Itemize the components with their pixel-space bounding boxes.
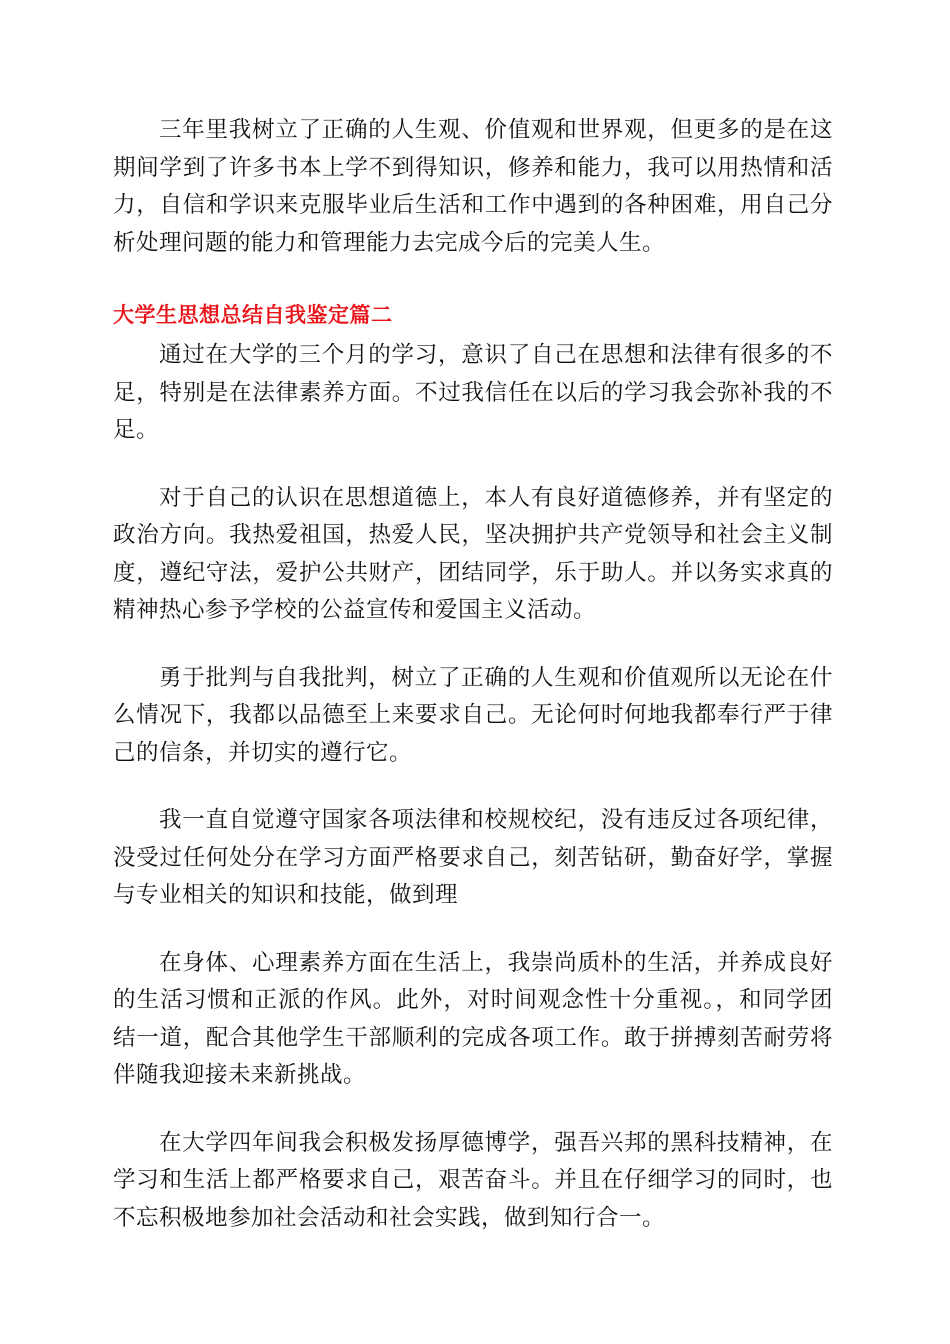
paragraph-intro: 三年里我树立了正确的人生观、价值观和世界观，但更多的是在这期间学到了许多书本上学不到得知识，修养和能力，我可以用热情和活力，自信和学识来克服毕业后生活和工作中遇到的各种困难，用自己分析处理问题的能力和管理能力去完成今后的完美人生。 <box>113 117 833 256</box>
paragraph-1: 通过在大学的三个月的学习，意识了自己在思想和法律有很多的不足，特别是在法律素养方面。不过我信任在以后的学习我会弥补我的不足。 <box>113 342 833 443</box>
paragraph-4: 我一直自觉遵守国家各项法律和校规校纪，没有违反过各项纪律，没受过任何处分在学习方面严格要求自己，刻苦钻研，勤奋好学，掌握与专业相关的知识和技能，做到理 <box>113 807 833 908</box>
paragraph-5: 在身体、心理素养方面在生活上，我崇尚质朴的生活，并养成良好的生活习惯和正派的作风。此外，对时间观念性十分重视。，和同学团结一道，配合其他学生干部顺利的完成各项工作。敢于拼搏刻苦耐劳将伴随我迎接未来新挑战。 <box>113 949 833 1088</box>
paragraph-6: 在大学四年间我会积极发扬厚德博学，强吾兴邦的黑科技精神，在学习和生活上都严格要求自己，艰苦奋斗。并且在仔细学习的同时，也不忘积极地参加社会活动和社会实践，做到知行合一。 <box>113 1129 833 1231</box>
paragraph-2: 对于自己的认识在思想道德上，本人有良好道德修养，并有坚定的政治方向。我热爱祖国，热爱人民，坚决拥护共产党领导和社会主义制度，遵纪守法，爱护公共财产，团结同学，乐于助人。并以务实求真的精神热心参予学校的公益宣传和爱国主义活动。 <box>113 484 833 623</box>
document-body <box>113 112 833 1237</box>
section-heading: 大学生思想总结自我鉴定篇二 <box>113 303 393 327</box>
paragraph-3: 勇于批判与自我批判，树立了正确的人生观和价值观所以无论在什么情况下，我都以品德至上来要求自己。无论何时何地我都奉行严于律己的信条，并切实的遵行它。 <box>113 664 833 766</box>
